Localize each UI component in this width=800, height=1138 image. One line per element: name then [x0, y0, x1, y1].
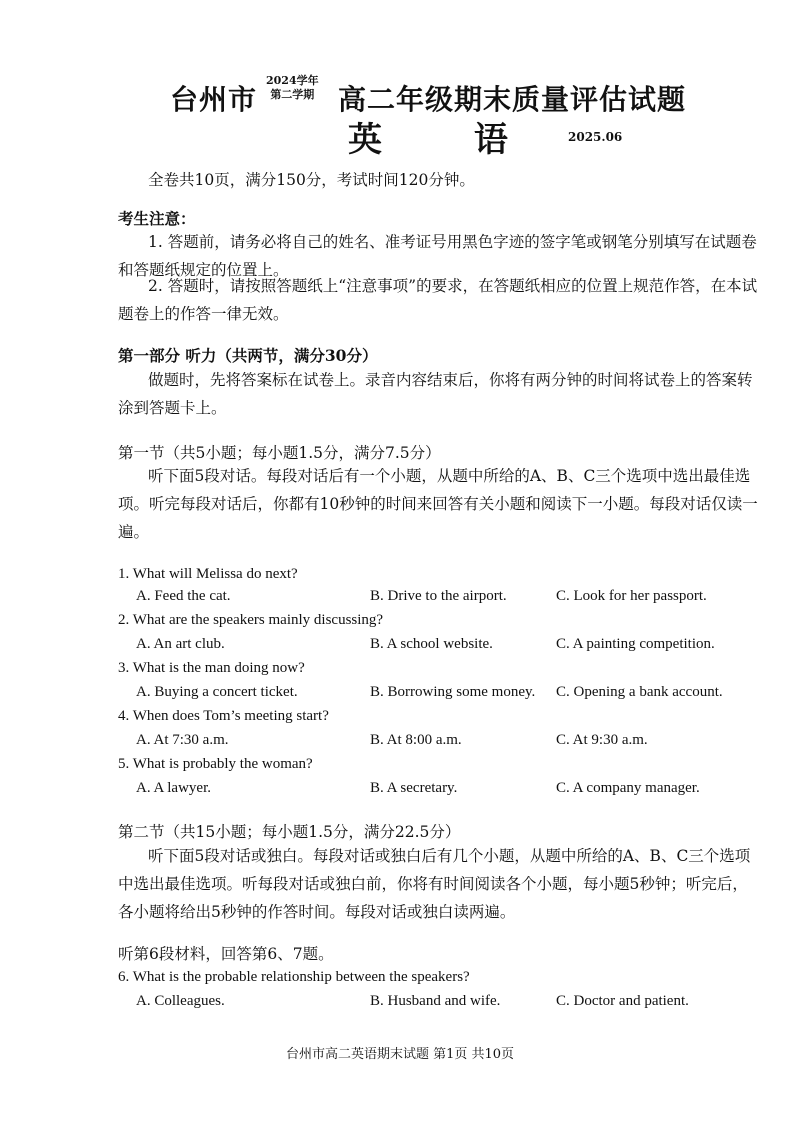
section1-instruction: 听下面5段对话。每段对话后有一个小题，从题中所给的A、B、C三个选项中选出最佳选项。听完每段对话后，你都有10秒钟的时间来回答有关小题和阅读下一小题。每段对话仅读一遍。 — [118, 467, 758, 541]
q2-option-c: C. A painting competition. — [556, 636, 715, 652]
q1-option-a: A. Feed the cat. — [136, 588, 231, 604]
notice-item-1: 1. 答题前，请务必将自己的姓名、准考证号用黑色字迹的签字笔或钢笔分别填写在试题卷和答题纸规定的位置上。 — [118, 233, 757, 279]
q5-option-b: B. A secretary. — [370, 780, 458, 796]
question-2: 2. What are the speakers mainly discussing? — [118, 612, 384, 628]
part1-instruction: 做题时，先将答案标在试卷上。录音内容结束后，你将有两分钟的时间将试卷上的答案转涂到答题卡上。 — [118, 371, 753, 417]
q1-option-c: C. Look for her passport. — [556, 588, 707, 604]
q6-option-a: A. Colleagues. — [136, 993, 225, 1009]
part1-heading: 第一部分 听力（共两节，满分30分） — [118, 346, 378, 365]
material-6-label: 听第6段材料，回答第6、7题。 — [118, 945, 334, 963]
exam-date: 2025.06 — [568, 130, 623, 144]
q2-option-b: B. A school website. — [370, 636, 493, 652]
q4-option-c: C. At 9:30 a.m. — [556, 732, 648, 748]
notice-heading: 考生注意： — [118, 209, 196, 228]
section1-heading: 第一节（共5小题；每小题1.5分，满分7.5分） — [118, 444, 441, 462]
q6-option-c: C. Doctor and patient. — [556, 993, 689, 1009]
question-1: 1. What will Melissa do next? — [118, 566, 298, 582]
intro-text: 全卷共10页，满分150分，考试时间120分钟。 — [148, 171, 475, 189]
term-label — [266, 74, 319, 102]
q4-option-b: B. At 8:00 a.m. — [370, 732, 462, 748]
q5-option-a: A. A lawyer. — [136, 780, 211, 796]
q5-option-c: C. A company manager. — [556, 780, 700, 796]
term-semester: 第二学期 — [270, 88, 315, 101]
question-6: 6. What is the probable relationship between the speakers? — [118, 969, 470, 985]
q6-option-b: B. Husband and wife. — [370, 993, 501, 1009]
q1-option-b: B. Drive to the airport. — [370, 588, 507, 604]
section2-instruction: 听下面5段对话或独白。每段对话或独白后有几个小题，从题中所给的A、B、C三个选项中选出最佳选项。听每段对话或独白前，你将有时间阅读各个小题，每小题5秒钟；听完后，各小题将给出5秒钟的作答时间。每段对话或独白读两遍。 — [118, 847, 751, 921]
section2-heading: 第二节（共15小题；每小题1.5分，满分22.5分） — [118, 823, 461, 841]
question-4: 4. When does Tom’s meeting start? — [118, 708, 329, 724]
q3-option-b: B. Borrowing some money. — [370, 684, 536, 700]
subject-title: 英 语 — [348, 120, 548, 160]
q3-option-c: C. Opening a bank account. — [556, 684, 723, 700]
question-5: 5. What is probably the woman? — [118, 756, 313, 772]
q3-option-a: A. Buying a concert ticket. — [136, 684, 298, 700]
q2-option-a: A. An art club. — [136, 636, 225, 652]
notice-item-2: 2. 答题时，请按照答题纸上“注意事项”的要求，在答题纸相应的位置上规范作答，在本试题卷上的作答一律无效。 — [118, 277, 758, 323]
q4-option-a: A. At 7:30 a.m. — [136, 732, 229, 748]
term-year: 2024学年 — [266, 74, 319, 87]
page-footer: 台州市高二英语期末试题 第1页 共10页 — [285, 1047, 515, 1062]
city-name: 台州市 — [170, 83, 258, 116]
question-3: 3. What is the man doing now? — [118, 660, 305, 676]
exam-title: 高二年级期末质量评估试题 — [338, 83, 687, 116]
